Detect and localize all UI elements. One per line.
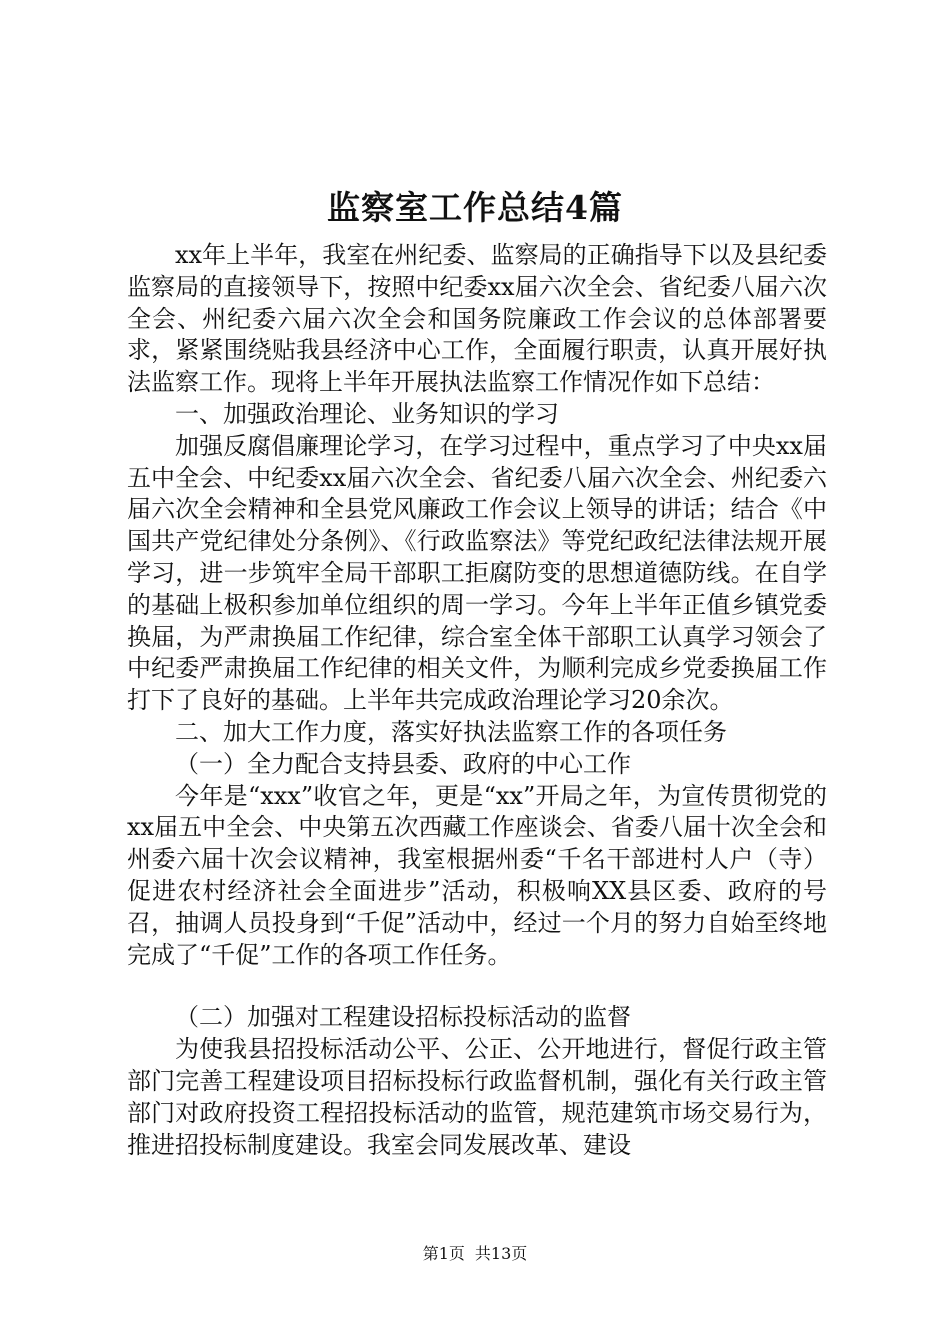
subsection-heading-1: （一）全力配合支持县委、政府的中心工作	[175, 749, 631, 778]
page-footer	[0, 1244, 950, 1264]
document-title: 监察室工作总结4篇	[327, 188, 623, 227]
section-heading-2: 二、加大工作力度，落实好执法监察工作的各项任务	[175, 717, 727, 746]
paragraph-study: 加强反腐倡廉理论学习，在学习过程中，重点学习了中央xx届五中全会、中纪委xx届六次全会、省纪委八届六次全会、州纪委六届六次全会精神和全县党风廉政工作会议上领导的讲话；结合《中国共产党纪律处分条例》、《行政监察法》等党纪政纪法律法规开展学习，进一步筑牢全局干部职工拒腐防变的思想道德防线。在自学的基础上极积参加单位组织的周一学习。今年上半年正值乡镇党委换届，为严肃换届工作纪律，综合室全体干部职工认真学习领会了中纪委严肃换届工作纪律的相关文件，为顺利完成乡党委换届工作打下了良好的基础。上半年共完成政治理论学习20余次。	[127, 431, 827, 715]
page-number-total: 共13页	[474, 1244, 528, 1263]
paragraph-intro: xx年上半年，我室在州纪委、监察局的正确指导下以及县纪委监察局的直接领导下，按照中纪委xx届六次全会、省纪委八届六次全会、州纪委六届六次全会和国务院廉政工作会议的总体部署要求，紧紧围绕贴我县经济中心工作，全面履行职责，认真开展好执法监察工作。现将上半年开展执法监察工作情况作如下总结：	[127, 241, 827, 397]
subsection-heading-2: （二）加强对工程建设招标投标活动的监督	[175, 1003, 631, 1032]
section-heading-1: 一、加强政治理论、业务知识的学习	[175, 399, 559, 428]
paragraph-bidding: 为使我县招投标活动公平、公正、公开地进行，督促行政主管部门完善工程建设项目招标投标行政监督机制，强化有关行政主管部门对政府投资工程招投标活动的监管，规范建筑市场交易行为，推进招投标制度建设。我室会同发展改革、建设	[127, 1035, 827, 1159]
page-number-current: 第1页	[422, 1244, 465, 1263]
paragraph-central-work: 今年是“xxx”收官之年，更是“xx”开局之年，为宣传贯彻党的xx届五中全会、中央第五次西藏工作座谈会、省委八届十次全会和州委六届十次会议精神，我室根据州委“千名干部进村人户（寺）促进农村经济社会全面进步”活动，积极响XX县区委、政府的号召，抽调人员投身到“千促”活动中，经过一个月的努力自始至终地完成了“千促”工作的各项工作任务。	[127, 781, 827, 969]
document-body	[127, 240, 827, 1161]
